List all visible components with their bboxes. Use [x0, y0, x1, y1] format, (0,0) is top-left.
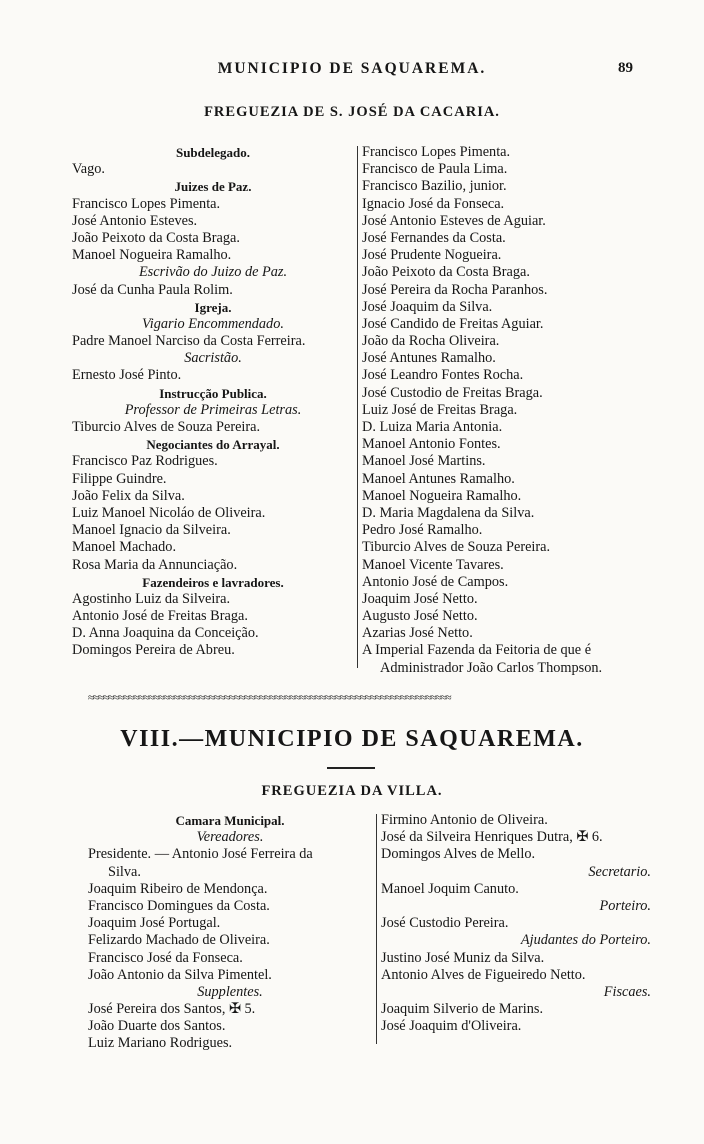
list-item: Francisco de Paula Lima. — [362, 161, 508, 178]
list-item: Manoel Vicente Tavares. — [362, 556, 504, 573]
section-heading: Igreja. — [194, 299, 232, 315]
cacaria-left-column — [72, 144, 354, 660]
running-title: MUNICIPIO DE SAQUAREMA. — [217, 60, 487, 77]
list-item: João Peixoto da Costa Braga. — [362, 264, 530, 281]
list-item: Joaquim Ribeiro de Mendonça. — [88, 880, 268, 897]
list-item: João Felix da Silva. — [72, 487, 185, 504]
column-rule — [357, 146, 358, 668]
list-item: Vago. — [72, 161, 105, 178]
list-item: Manoel Joquim Canuto. — [381, 880, 519, 897]
list-item: José Joaquim d'Oliveira. — [381, 1018, 522, 1035]
list-item: Domingos Alves de Mello. — [381, 846, 536, 863]
list-item: João Peixoto da Costa Braga. — [72, 229, 240, 246]
list-item: Manoel Nogueira Ramalho. — [362, 487, 522, 504]
section-heading: Fazendeiros e lavradores. — [142, 574, 284, 590]
list-item: Francisco Lopes Pimenta. — [72, 195, 221, 212]
section-heading: Juizes de Paz. — [174, 179, 252, 195]
list-item: Domingos Pereira de Abreu. — [72, 642, 235, 659]
parish-title-cacaria: FREGUEZIA DE S. JOSÉ DA CACARIA. — [204, 104, 500, 120]
list-item: José Custodio Pereira. — [381, 915, 509, 932]
section-heading: Vigario Encommendado. — [142, 315, 284, 332]
list-item: D. Maria Magdalena da Silva. — [362, 504, 535, 521]
villa-right-column — [381, 812, 671, 1035]
list-item: Silva. — [108, 863, 141, 880]
section-heading: Professor de Primeiras Letras. — [124, 401, 302, 418]
list-item: Luiz Mariano Rodrigues. — [88, 1035, 233, 1052]
list-item: Rosa Maria da Annunciação. — [72, 556, 238, 573]
list-item: Filippe Guindre. — [72, 470, 167, 487]
page-number: 89 — [618, 60, 633, 76]
list-item: José da Cunha Paula Rolim. — [72, 281, 233, 298]
municipio-title: VIII.—MUNICIPIO DE SAQUAREMA. — [120, 726, 584, 752]
list-item: José Antunes Ramalho. — [362, 350, 496, 367]
list-item: Ernesto José Pinto. — [72, 367, 182, 384]
list-item: Antonio José de Campos. — [362, 573, 509, 590]
list-item: Administrador João Carlos Thompson. — [380, 659, 603, 676]
list-item: José Joaquim da Silva. — [362, 298, 493, 315]
list-item: José Prudente Nogueira. — [362, 247, 502, 264]
list-item: José Candido de Freitas Aguiar. — [362, 315, 544, 332]
list-item: Tiburcio Alves de Souza Pereira. — [362, 539, 551, 556]
list-item: Joaquim Silverio de Marins. — [381, 1001, 544, 1018]
section-heading: Porteiro. — [599, 897, 651, 914]
parish-title-villa: FREGUEZIA DA VILLA. — [261, 783, 443, 799]
list-item: Joaquim José Portugal. — [88, 915, 221, 932]
list-item: Presidente. — Antonio José Ferreira da — [88, 846, 313, 863]
list-item: Agostinho Luiz da Silveira. — [72, 590, 231, 607]
list-item: Firmino Antonio de Oliveira. — [381, 812, 548, 828]
list-item: Francisco Lopes Pimenta. — [362, 144, 511, 160]
list-item: José Pereira da Rocha Paranhos. — [362, 281, 548, 298]
list-item: José Antonio Esteves. — [72, 212, 198, 229]
list-item: Francisco Paz Rodrigues. — [72, 453, 218, 470]
list-item: Luiz José de Freitas Braga. — [362, 401, 518, 418]
section-heading: Negociantes do Arrayal. — [146, 437, 280, 453]
list-item: Manoel Ignacio da Silveira. — [72, 522, 231, 539]
list-item: Manoel Antonio Fontes. — [362, 436, 501, 453]
list-item: Ignacio José da Fonseca. — [362, 195, 505, 212]
section-heading: Camara Municipal. — [175, 813, 285, 828]
section-heading: Subdelegado. — [175, 145, 251, 160]
list-item: João da Rocha Oliveira. — [362, 333, 500, 350]
list-item: Felizardo Machado de Oliveira. — [88, 932, 270, 949]
list-item: José da Silveira Henriques Dutra, ✠ 6. — [381, 829, 603, 846]
list-item: Manoel Machado. — [72, 539, 177, 556]
list-item: José Pereira dos Santos, ✠ 5. — [88, 1001, 256, 1018]
section-heading: Fiscaes. — [603, 983, 651, 1000]
list-item: José Custodio de Freitas Braga. — [362, 384, 543, 401]
list-item: Francisco José da Fonseca. — [88, 949, 243, 966]
list-item: Manoel José Martins. — [362, 453, 486, 470]
list-item: Pedro José Ramalho. — [362, 522, 483, 539]
cacaria-right-column — [362, 144, 662, 677]
list-item: Tiburcio Alves de Souza Pereira. — [72, 419, 261, 435]
list-item: Antonio José de Freitas Braga. — [72, 608, 248, 625]
list-item: Joaquim José Netto. — [362, 590, 478, 607]
villa-left-column — [88, 812, 372, 1053]
section-heading: Instrucção Publica. — [159, 385, 267, 401]
section-heading: Secretario. — [588, 863, 651, 880]
list-item: D. Luiza Maria Antonia. — [362, 419, 503, 435]
column-rule — [376, 814, 377, 1044]
list-item: Luiz Manoel Nicoláo de Oliveira. — [72, 504, 266, 521]
list-item: Francisco Bazilio, junior. — [362, 178, 507, 195]
list-item: D. Anna Joaquina da Conceição. — [72, 625, 259, 642]
list-item: Azarias José Netto. — [362, 625, 473, 642]
section-heading: Sacristão. — [184, 350, 242, 367]
list-item: Padre Manoel Narciso da Costa Ferreira. — [72, 333, 306, 350]
list-item: João Antonio da Silva Pimentel. — [88, 966, 272, 983]
list-item: José Fernandes da Costa. — [362, 229, 506, 246]
section-heading: Ajudantes do Porteiro. — [520, 932, 651, 949]
list-item: Manoel Nogueira Ramalho. — [72, 247, 232, 264]
list-item: Antonio Alves de Figueiredo Netto. — [381, 966, 586, 983]
list-item: José Leandro Fontes Rocha. — [362, 367, 524, 384]
list-item: A Imperial Fazenda da Feitoria de que é — [362, 642, 592, 659]
list-item: Justino José Muniz da Silva. — [381, 949, 545, 966]
list-item: Manoel Antunes Ramalho. — [362, 470, 515, 487]
list-item: Francisco Domingues da Costa. — [88, 897, 270, 914]
list-item: Augusto José Netto. — [362, 608, 478, 625]
list-item: José Antonio Esteves de Aguiar. — [362, 212, 546, 229]
title-rule — [327, 767, 375, 769]
section-heading: Vereadores. — [196, 829, 264, 846]
ornamental-rule: ≈≈≈≈≈≈≈≈≈≈≈≈≈≈≈≈≈≈≈≈≈≈≈≈≈≈≈≈≈≈≈≈≈≈≈≈≈≈≈≈≈≈≈≈≈≈≈≈≈≈≈≈≈≈≈≈≈≈≈≈≈≈≈≈≈≈≈≈≈≈≈≈ — [88, 692, 451, 704]
section-heading: Escrivão do Juizo de Paz. — [138, 264, 288, 281]
section-heading: Supplentes. — [197, 983, 263, 1000]
list-item: João Duarte dos Santos. — [88, 1018, 226, 1035]
